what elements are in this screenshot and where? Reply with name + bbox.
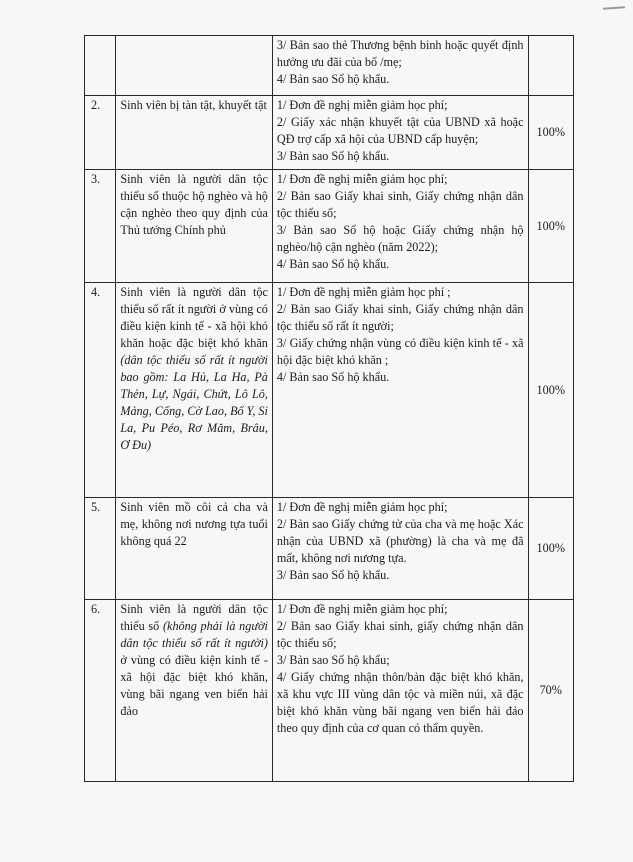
document-item: 2/ Bản sao Giấy khai sinh, giấy chứng nhận dân tộc thiểu số; — [276, 619, 524, 650]
row-number: 3. — [85, 170, 116, 283]
row-rate: 100% — [528, 498, 573, 600]
document-item: 2/ Bản sao Giấy khai sinh, Giấy chứng nhận dân tộc thiểu số rất ít người; — [276, 302, 524, 333]
table-row — [85, 96, 574, 170]
document-item: 1/ Đơn đề nghị miễn giảm học phí; — [276, 602, 448, 616]
document-item: 4/ Bản sao Sổ hộ khẩu. — [276, 72, 390, 86]
row-subject: Sinh viên bị tàn tật, khuyết tật — [116, 96, 273, 170]
row-rate: 100% — [528, 283, 573, 498]
document-item: 3/ Bản sao Sổ hộ khẩu. — [276, 149, 390, 163]
row-rate — [528, 36, 573, 96]
document-item: 1/ Đơn đề nghị miễn giảm học phí; — [276, 172, 448, 186]
document-item: 1/ Đơn đề nghị miễn giảm học phí; — [276, 500, 448, 514]
subject-text: Sinh viên là người dân tộc thiểu số — [120, 602, 268, 633]
document-item: 3/ Bản sao Sổ hộ hoặc Giấy chứng nhận hộ nghèo/hộ cận nghèo (năm 2022); — [276, 223, 524, 254]
fee-exemption-table — [84, 35, 574, 782]
table-row — [85, 283, 574, 498]
row-documents — [272, 498, 528, 600]
row-number: 5. — [85, 498, 116, 600]
subject-text: Sinh viên là người dân tộc thiểu số rất ít người ở vùng có điều kiện kinh tế - xã hội khó khăn hoặc đặc biệt khó khăn — [120, 285, 268, 350]
table-row — [85, 498, 574, 600]
row-number: 4. — [85, 283, 116, 498]
row-number — [85, 36, 116, 96]
row-subject: Sinh viên là người dân tộc thiểu số thuộc hộ nghèo và hộ cận nghèo theo quy định của Thủ tướng Chính phủ — [116, 170, 273, 283]
row-documents — [272, 96, 528, 170]
document-item: 1/ Đơn đề nghị miễn giảm học phí; — [276, 98, 448, 112]
subject-text: ở vùng có điều kiện kinh tế - xã hội đặc biệt khó khăn, vùng bãi ngang ven biển hải đảo — [120, 653, 268, 718]
table-row — [85, 600, 574, 782]
scan-mark — [603, 6, 625, 10]
row-documents — [272, 283, 528, 498]
row-subject — [116, 36, 273, 96]
subject-note: (dân tộc thiểu số rất ít người bao gồm: La Hủ, La Ha, Pà Thẻn, Lự, Ngái, Chứt, Lô Lô, Mảng, Cống, Cờ Lao, Bố Y, Si La, Pu Péo, Rơ Măm, Brâu, Ơ Đu) — [120, 353, 268, 452]
row-subject — [116, 283, 273, 498]
document-item: 1/ Đơn đề nghị miễn giảm học phí ; — [276, 285, 451, 299]
row-documents — [272, 170, 528, 283]
document-item: 4/ Bản sao Sổ hộ khẩu. — [276, 257, 390, 271]
table-row — [85, 36, 574, 96]
table-row — [85, 170, 574, 283]
row-rate: 70% — [528, 600, 573, 782]
row-documents — [272, 600, 528, 782]
row-number: 6. — [85, 600, 116, 782]
row-subject — [116, 600, 273, 782]
row-rate: 100% — [528, 96, 573, 170]
document-item: 3/ Giấy chứng nhận vùng có điều kiện kinh tế - xã hội đặc biệt khó khăn ; — [276, 336, 524, 367]
row-number: 2. — [85, 96, 116, 170]
document-item: 2/ Bản sao Giấy chứng tử của cha và mẹ hoặc Xác nhận của UBND xã (phường) là cha và mẹ đã mất, không nơi nương tựa. — [276, 517, 524, 565]
subject-note: (không phải là người dân tộc thiểu số rất ít người) — [120, 619, 268, 650]
document-item: 4/ Bản sao Sổ hộ khẩu. — [276, 370, 390, 384]
row-documents — [272, 36, 528, 96]
document-item: 2/ Bản sao Giấy khai sinh, Giấy chứng nhận dân tộc thiểu số; — [276, 189, 524, 220]
row-rate: 100% — [528, 170, 573, 283]
document-item: 3/ Bản sao Sổ hộ khẩu; — [276, 653, 390, 667]
document-item: 4/ Giấy chứng nhận thôn/bản đặc biệt khó khăn, xã khu vực III vùng dân tộc và miền núi, xã đặc biệt khó khăn vùng bãi ngang ven biển hải đảo theo quy định của cơ quan có thẩm quyền. — [276, 670, 524, 735]
document-item: 3/ Bản sao thẻ Thương bệnh binh hoặc quyết định hưởng ưu đãi của bố /mẹ; — [276, 38, 524, 69]
row-subject: Sinh viên mồ côi cả cha và mẹ, không nơi nương tựa tuổi không quá 22 — [116, 498, 273, 600]
document-item: 2/ Giấy xác nhận khuyết tật của UBND xã hoặc QĐ trợ cấp xã hội của UBND cấp huyện; — [276, 115, 524, 146]
document-item: 3/ Bản sao Sổ hộ khẩu. — [276, 568, 390, 582]
